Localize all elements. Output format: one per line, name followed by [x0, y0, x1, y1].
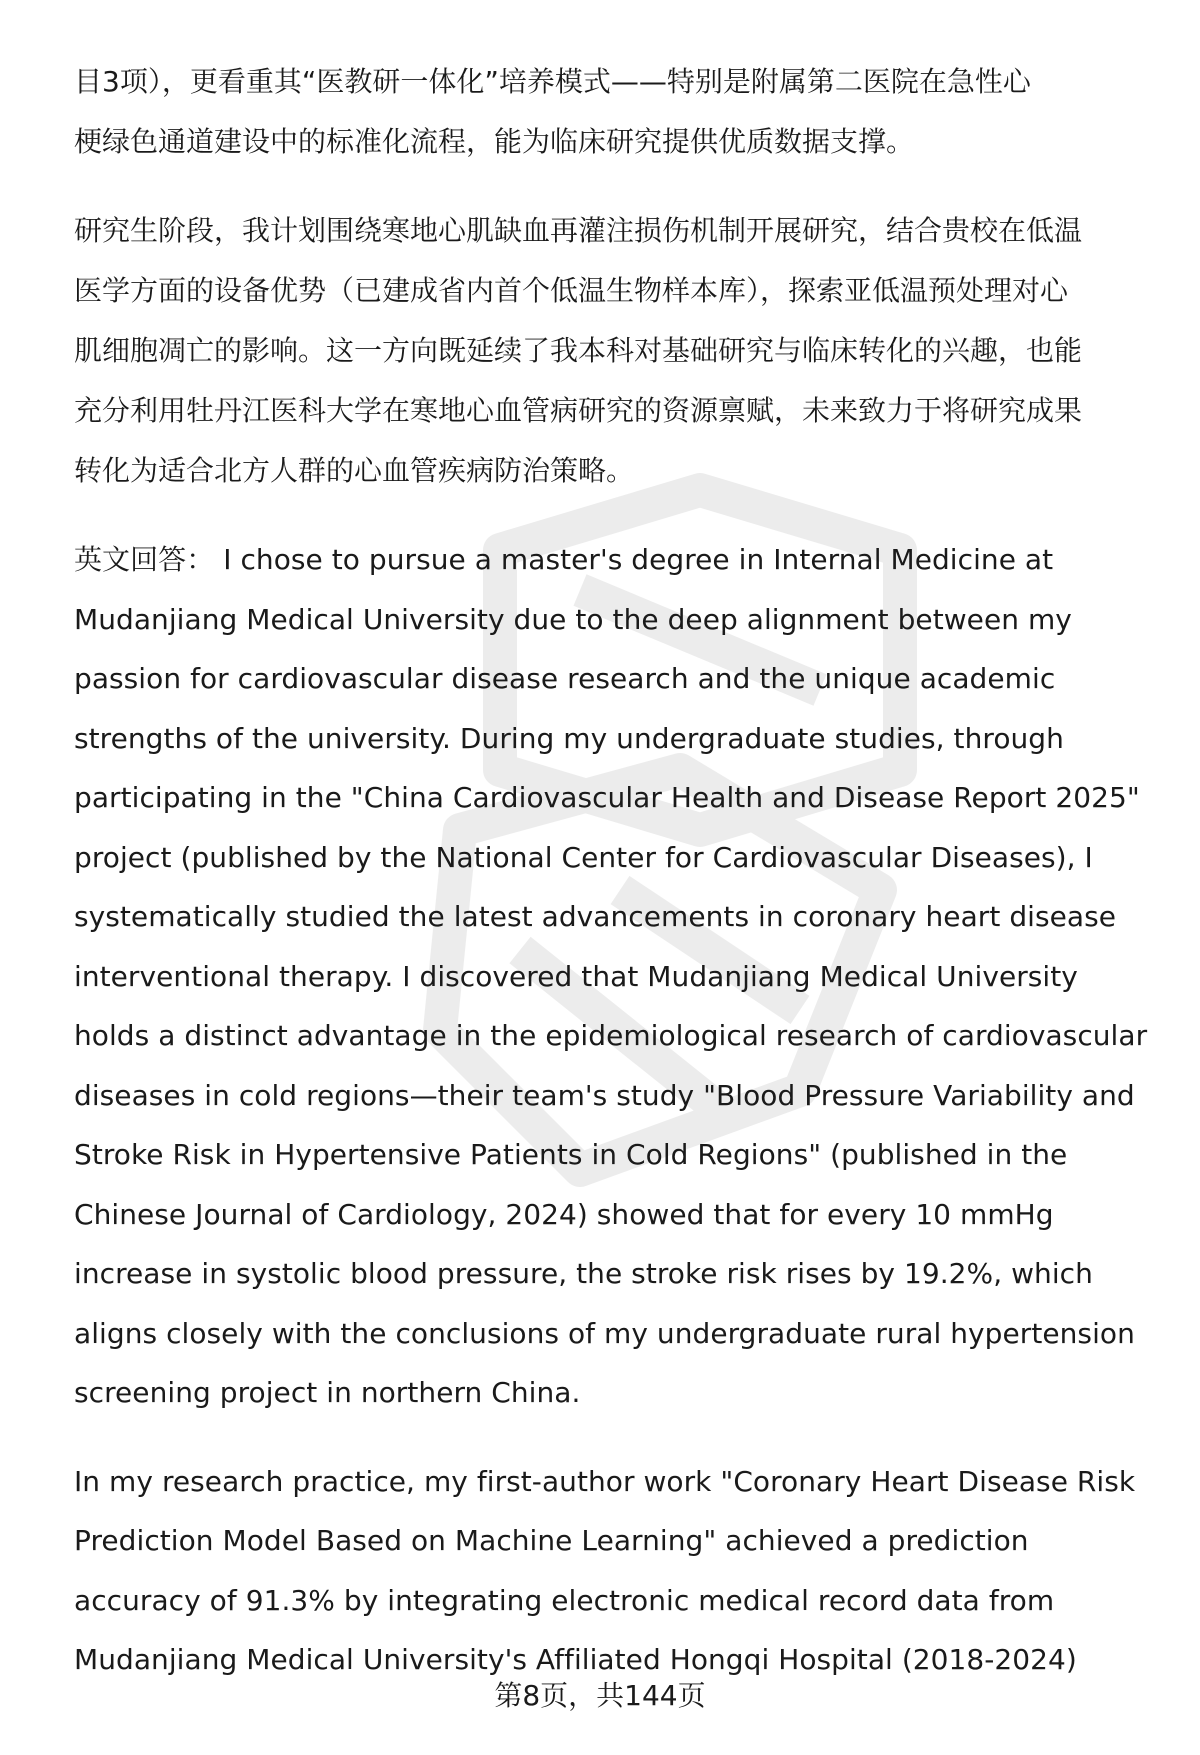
paragraph-en-2: [74, 1452, 1154, 1690]
text-line: Prediction Model Based on Machine Learning" achieved a prediction: [74, 1524, 1029, 1557]
text-line: 肌细胞凋亡的影响。这一方向既延续了我本科对基础研究与临床转化的兴趣，也能: [74, 334, 1083, 367]
text-line: screening project in northern China.: [74, 1376, 581, 1409]
text-line: 转化为适合北方人群的心血管疾病防治策略。: [74, 454, 635, 487]
text-line: strengths of the university. During my undergraduate studies, through: [74, 721, 1064, 755]
text-line: 医学方面的设备优势（已建成省内首个低温生物样本库），探索亚低温预处理对心: [74, 274, 1069, 307]
text-line: 充分利用牡丹江医科大学在寒地心血管病研究的资源禀赋，未来致力于将研究成果: [74, 394, 1083, 427]
text-line: Mudanjiang Medical University's Affiliated Hongqi Hospital (2018-2024): [74, 1643, 1077, 1676]
document-page: [74, 52, 1154, 1719]
text-line: 研究生阶段，我计划围绕寒地心肌缺血再灌注损伤机制开展研究，结合贵校在低温: [74, 214, 1083, 247]
text-line: 目3项），更看重其“医教研一体化”培养模式——特别是附属第二医院在急性心: [74, 65, 1031, 98]
text-line: aligns closely with the conclusions of my undergraduate rural hypertension: [74, 1316, 1135, 1350]
text-line: participating in the "China Cardiovascular Health and Disease Report 2025": [74, 781, 1140, 814]
text-line: Chinese Journal of Cardiology, 2024) showed that for every 10 mmHg: [74, 1197, 1054, 1231]
text-line: Mudanjiang Medical University due to the deep alignment between my: [74, 602, 1072, 636]
text-line: interventional therapy. I discovered that Mudanjiang Medical University: [74, 959, 1078, 993]
text-line: Stroke Risk in Hypertensive Patients in Cold Regions" (published in the: [74, 1138, 1068, 1171]
paragraph-cn-2: [74, 201, 1154, 501]
text-line: accuracy of 91.3% by integrating electronic medical record data from: [74, 1583, 1055, 1617]
text-line: increase in systolic blood pressure, the stroke risk rises by 19.2%, which: [74, 1257, 1093, 1290]
text-line: 英文回答： I chose to pursue a master's degree in Internal Medicine at: [74, 543, 1054, 576]
text-line: holds a distinct advantage in the epidemiological research of cardiovascular: [74, 1019, 1148, 1052]
text-line: In my research practice, my first-author work "Coronary Heart Disease Risk: [74, 1464, 1136, 1498]
text-line: project (published by the National Center for Cardiovascular Diseases), I: [74, 840, 1093, 874]
text-line: passion for cardiovascular disease research and the unique academic: [74, 662, 1056, 695]
text-line: diseases in cold regions—their team's study "Blood Pressure Variability and: [74, 1078, 1135, 1112]
page-number-footer: 第8页，共144页: [494, 1679, 706, 1712]
text-line: systematically studied the latest advancements in coronary heart disease: [74, 900, 1117, 933]
paragraph-en-1: [74, 530, 1154, 1423]
text-line: 梗绿色通道建设中的标准化流程，能为临床研究提供优质数据支撑。: [74, 125, 915, 158]
paragraph-cn-1: [74, 52, 1154, 172]
